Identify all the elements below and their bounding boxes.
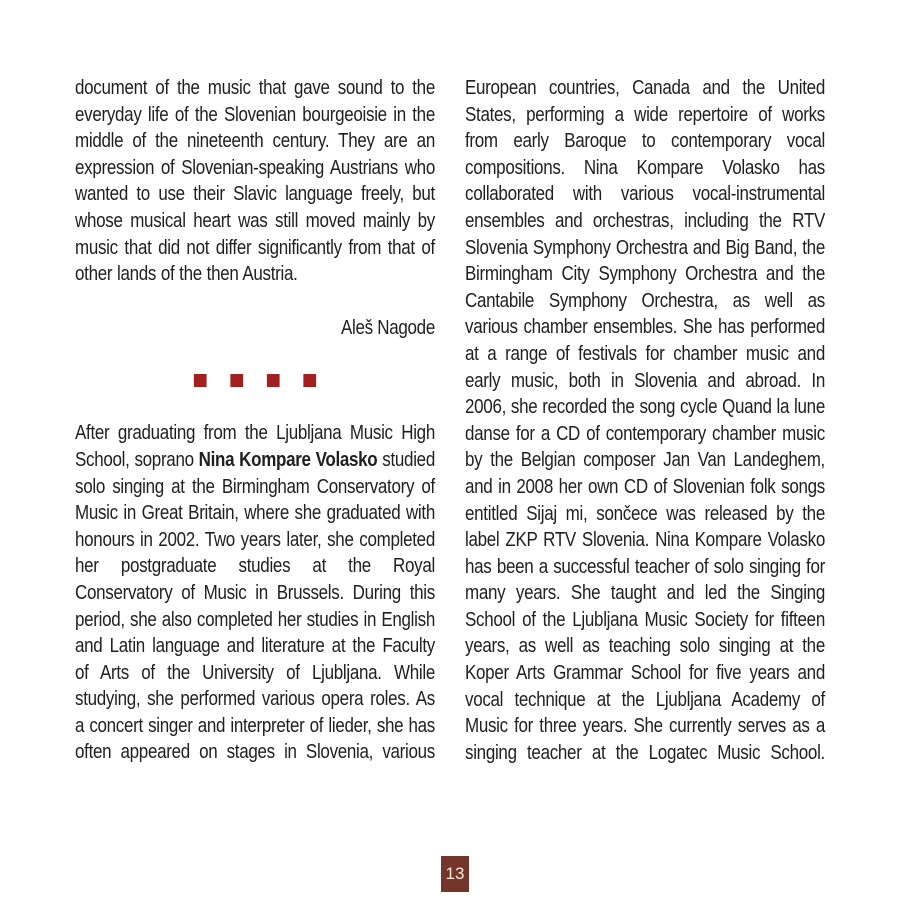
- bio-text-after-name: studied solo singing at the Birmingham Conservatory of Music in Great Britain, where she graduated with honours in 2002. Two years later, she completed her postgraduate studies at the Royal Conservatory of Music in Brussels. During this period, she also completed her studies in English and Latin language and literature at the Faculty of Arts of the University of Ljubljana. While studying, she performed various opera roles. As a concert singer and interpreter of lieder, she has often appeared on stages in Slovenia, various: [75, 448, 435, 764]
- left-column-content: [75, 75, 435, 766]
- red-square-ornament: [194, 374, 207, 387]
- essay-continuation-paragraph: document of the music that gave sound to the everyday life of the Slovenian bourgeoisie in the middle of the nineteenth century. They are an expression of Slovenian-speaking Austrians who wanted to use their Slavic language freely, but whose musical heart was still moved mainly by music that did not differ significantly from that of other lands of the then Austria.: [75, 77, 435, 286]
- left-column: [75, 75, 435, 766]
- bio-text-before-name: After graduating from the Ljubljana Music High School, soprano: [75, 422, 435, 471]
- right-column: [465, 75, 825, 766]
- red-square-ornament: [267, 374, 280, 387]
- page-number-badge: [441, 856, 469, 892]
- page-number: 13: [445, 864, 465, 883]
- section-divider: [75, 374, 435, 387]
- red-square-ornament: [303, 374, 316, 387]
- author-signature: Aleš Nagode: [341, 316, 435, 339]
- biography-paragraph-continued: European countries, Canada and the United States, performing a wide repertoire of works from early Baroque to contemporary vocal compositions. Nina Kompare Volasko has collaborated with various vocal-instrumental ensembles and orchestras, including the RTV Slovenia Symphony Orchestra and Big Band, the Birmingham City Symphony Orchestra and the Cantabile Symphony Orchestra, as well as various chamber ensembles. She has performed at a range of festivals for chamber music and early music, both in Slovenia and abroad. In 2006, she recorded the song cycle Quand la lune danse for a CD of contemporary chamber music by the Belgian composer Jan Van Landeghem, and in 2008 her own CD of Slovenian folk songs entitled Sijaj mi, sončece was released by the label ZKP RTV Slovenia. Nina Kompare Volasko has been a successful teacher of solo singing for many years. She taught and led the Singing School of the Ljubljana Music Society for fifteen years, as well as teaching solo singing at the Koper Arts Grammar School for five years and vocal technique at the Ljubljana Academy of Music for three years. She currently serves as a singing teacher at the Logatec Music School.: [465, 77, 825, 764]
- red-square-ornament: [230, 374, 243, 387]
- soprano-name: Nina Kompare Volasko: [198, 448, 378, 471]
- right-column-content: [465, 75, 825, 766]
- biography-paragraph: [75, 420, 435, 766]
